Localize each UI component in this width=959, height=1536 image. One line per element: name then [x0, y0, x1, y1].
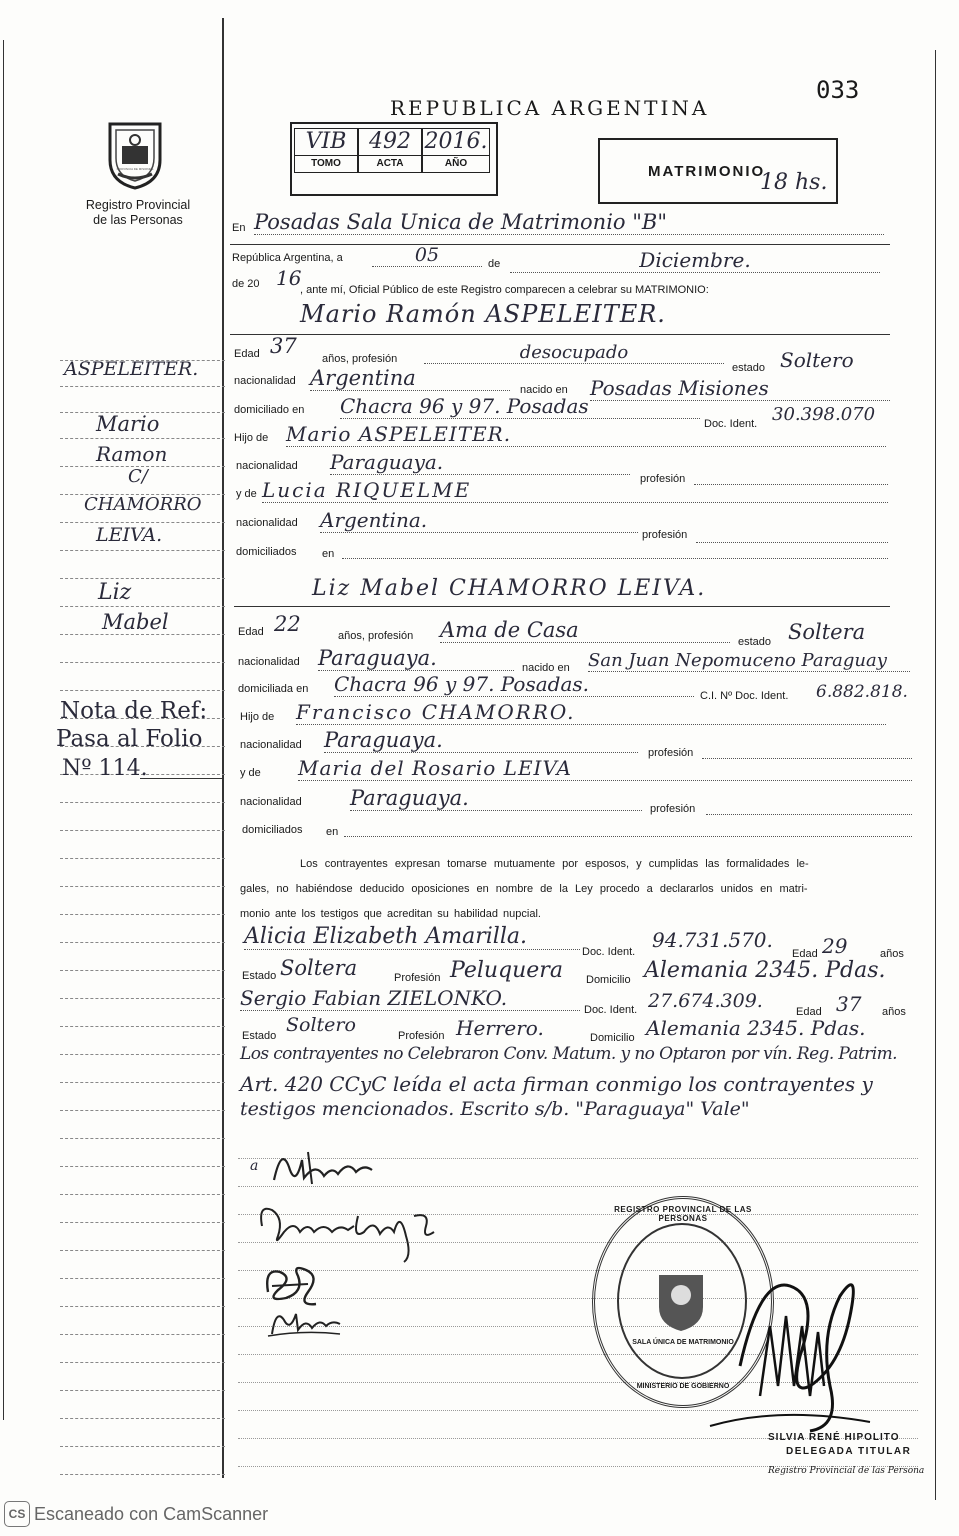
time-note: 18 hs. — [760, 170, 828, 195]
witness1-doc-label: Doc. Ident. — [582, 946, 636, 958]
ano-value: 2016. — [424, 129, 488, 154]
bride-profesion-label: profesión — [648, 747, 694, 759]
official-signature — [700, 1236, 900, 1436]
bride-profession: Ama de Casa — [440, 618, 730, 643]
groom-mother-prof-line — [696, 528, 888, 543]
rule — [230, 244, 890, 245]
groom-doc-number: 30.398.070 — [772, 404, 876, 425]
witness1-name: Alicia Elizabeth Amarilla. — [244, 924, 580, 950]
witness1-address: Alemania 2345. Pdas. — [644, 958, 886, 983]
bride-signature — [254, 1196, 444, 1266]
groom-profession: desocupado — [424, 342, 724, 364]
bride-mother-nat-label: nacionalidad — [240, 796, 302, 808]
margin-groom-given1: Mario — [96, 412, 160, 436]
witness1-domicilio-label: Domicilio — [586, 974, 631, 986]
witness1-estado-label: Estado — [242, 970, 277, 982]
groom-edad-label: Edad — [234, 348, 260, 360]
groom-domiciliados-line — [342, 544, 888, 559]
groom-domiciliado-label: domiciliado en — [234, 404, 305, 416]
witness2-domicilio-label: Domicilio — [590, 1032, 635, 1044]
signature-mark: a — [250, 1158, 259, 1174]
witness2-address: Alemania 2345. Pdas. — [646, 1016, 866, 1040]
bride-domiciliados-label: domiciliados — [242, 824, 303, 836]
year-suffix: 16 — [276, 266, 302, 290]
witness2-signature — [264, 1300, 344, 1340]
groom-estado: Soltero — [780, 348, 854, 372]
republica-label: República Argentina, a — [232, 252, 343, 264]
groom-age: 37 — [270, 334, 297, 358]
groom-en-label: en — [322, 548, 335, 560]
groom-mother-nat-label: nacionalidad — [236, 517, 298, 529]
groom-nacionalidad-label: nacionalidad — [234, 375, 296, 387]
official-org: Registro Provincial de las Persona — [768, 1466, 925, 1476]
left-edge — [3, 40, 4, 1420]
acta-label: ACTA — [359, 155, 421, 172]
witness2-estado-label: Estado — [242, 1030, 277, 1042]
witness1-edad-label: Edad — [792, 948, 818, 960]
bride-father-nationality: Paraguaya. — [324, 728, 638, 753]
province-logo — [104, 116, 166, 190]
groom-anos-label: años, profesión — [322, 353, 398, 365]
bride-age: 22 — [274, 612, 301, 636]
bride-domiciliados-line — [344, 822, 912, 837]
margin-note1: Nota de Ref: — [60, 698, 208, 724]
stamp-outer-text: REGISTRO PROVINCIAL DE LAS PERSONAS — [614, 1205, 752, 1223]
groom-father: Mario ASPELEITER. — [286, 422, 886, 447]
place-value: Posadas Sala Unica de Matrimonio "B" — [254, 210, 884, 235]
groom-name: Mario Ramón ASPELEITER. — [300, 300, 666, 328]
margin-bride-surname2: LEIVA. — [96, 524, 163, 546]
groom-profesion-label: profesión — [640, 473, 686, 485]
bride-anos-label: años, profesión — [338, 630, 414, 642]
bride-doc-number: 6.882.818. — [816, 682, 908, 702]
stamp-bottom-text: MINISTERIO DE GOBIERNO — [636, 1383, 730, 1390]
official-name: SILVIA RENÉ HIPOLITO — [768, 1432, 900, 1443]
acta-value: 492 — [369, 129, 411, 154]
groom-signature — [268, 1140, 378, 1190]
bride-father: Francisco CHAMORRO. — [296, 700, 886, 725]
groom-mother-nationality: Argentina. — [320, 508, 638, 533]
registry-name: Registro Provincial de las Personas — [85, 198, 191, 227]
witness2-anos-label: años — [882, 1006, 906, 1018]
camscanner-watermark — [4, 1500, 268, 1528]
groom-mother: Lucia RIQUELME — [262, 478, 888, 503]
witness2-age: 37 — [836, 992, 862, 1016]
margin-bride-given2: Mabel — [102, 610, 169, 634]
margin-note3: Nº 114. — [62, 756, 148, 781]
groom-father-nationality: Paraguaya. — [330, 450, 630, 475]
folio-number: 033 — [816, 76, 860, 104]
margin-bride-given1: Liz — [98, 580, 132, 605]
declaration-line2: gales, no habiéndose deducido oposiciones en nombre de la Ley procedo a declararlos unidos en matri- — [240, 883, 808, 895]
bride-domiciliado-label: domiciliada en — [238, 683, 309, 695]
tomo-label: TOMO — [295, 155, 357, 172]
bride-father-nat-label: nacionalidad — [240, 739, 302, 751]
bride-mother-nationality: Paraguaya. — [350, 786, 642, 811]
witness2-profession: Herrero. — [456, 1016, 544, 1040]
de-label: de — [488, 258, 501, 270]
observation-line2: Art. 420 CCyC leída el acta firman conmigo los contrayentes y — [240, 1072, 873, 1096]
tomo-value: VIB — [305, 129, 347, 154]
groom-doc-label: Doc. Ident. — [704, 418, 758, 430]
bride-profesion2-label: profesión — [650, 803, 696, 815]
logo-text: PROVINCIA DE MISIONES — [116, 167, 154, 171]
month-value: Diciembre. — [510, 248, 880, 273]
tomo-cell — [294, 128, 358, 173]
groom-nacido-label: nacido en — [520, 384, 568, 396]
margin-groom-given2: Ramon — [96, 442, 168, 466]
witness2-profesion-label: Profesión — [398, 1030, 445, 1042]
witness1-anos-label: años — [880, 948, 904, 960]
bride-hijo-label: Hijo de — [240, 711, 275, 723]
right-border — [935, 50, 936, 1500]
witness1-profession: Peluquera — [450, 958, 563, 983]
groom-estado-label: estado — [732, 362, 766, 374]
coat-of-arms-icon — [104, 116, 166, 190]
groom-address: Chacra 96 y 97. Posadas — [340, 394, 700, 419]
bride-mother: Maria del Rosario LEIVA — [298, 756, 912, 781]
bride-nacido-label: nacido en — [522, 662, 570, 674]
appearance-text: , ante mí, Oficial Público de este Registro comparecen a celebrar su MATRIMONIO: — [300, 284, 709, 296]
bride-estado: Soltera — [788, 620, 866, 644]
bride-doc-label: C.I. Nº Doc. Ident. — [700, 690, 789, 702]
margin-note-underline — [140, 778, 224, 779]
declaration-line1: Los contrayentes expresan tomarse mutuamente por esposos, y cumplidas las formalidades le- — [300, 858, 809, 870]
rule — [230, 334, 890, 335]
day-value: 05 — [372, 244, 482, 267]
official-title: DELEGADA TITULAR — [786, 1446, 912, 1457]
en-label: En — [232, 222, 246, 234]
margin-note2: Pasa al Folio — [56, 726, 203, 752]
groom-birthplace: Posadas Misiones — [590, 376, 890, 401]
witness1-estado: Soltera — [280, 956, 358, 980]
groom-father-nat-label: nacionalidad — [236, 460, 298, 472]
observation-line1: Los contrayentes no Celebraron Conv. Matum. y no Optaron por vín. Reg. Patrim. — [240, 1044, 897, 1064]
groom-hijo-label: Hijo de — [234, 432, 269, 444]
witness1-age: 29 — [822, 934, 848, 958]
margin-connector: C/ — [128, 466, 148, 487]
groom-nationality: Argentina — [310, 366, 510, 391]
ano-label: AÑO — [423, 155, 489, 172]
bride-birthplace: San Juan Nepomuceno Paraguay — [588, 650, 910, 672]
bride-yde-label: y de — [240, 767, 261, 779]
year-prefix: de 20 — [232, 278, 260, 290]
bride-nationality: Paraguaya. — [318, 646, 514, 671]
matrimonio-label: MATRIMONIO — [648, 163, 766, 180]
margin-bride-surname1: CHAMORRO — [84, 494, 202, 515]
witness2-edad-label: Edad — [796, 1006, 822, 1018]
stamp-inner-text: SALA ÚNICA DE MATRIMONIO — [632, 1339, 734, 1346]
declaration-line3: monio ante los testigos que acreditan su habilidad nupcial. — [240, 908, 541, 920]
bride-mother-prof-line — [706, 800, 912, 815]
cs-icon: CS — [4, 1501, 30, 1527]
bride-estado-label: estado — [738, 636, 772, 648]
ano-cell — [422, 128, 490, 173]
witness2-doc-number: 27.674.309. — [648, 990, 763, 1012]
witness1-profesion-label: Profesión — [394, 972, 441, 984]
margin-divider — [222, 18, 224, 1478]
bride-nacionalidad-label: nacionalidad — [238, 656, 300, 668]
acta-cell — [358, 128, 422, 173]
groom-domiciliados-label: domiciliados — [236, 546, 297, 558]
country-title: REPUBLICA ARGENTINA — [390, 96, 710, 120]
rule — [234, 606, 890, 607]
observation-line3: testigos mencionados. Escrito s/b. "Paraguaya" Vale" — [240, 1098, 750, 1120]
groom-yde-label: y de — [236, 488, 257, 500]
witness2-estado: Soltero — [286, 1014, 356, 1036]
witness2-doc-label: Doc. Ident. — [584, 1004, 638, 1016]
bride-name: Liz Mabel CHAMORRO LEIVA. — [312, 576, 707, 601]
margin-groom-surname: ASPELEITER. — [64, 358, 199, 380]
witness2-name: Sergio Fabian ZIELONKO. — [240, 986, 580, 1011]
bride-en-label: en — [326, 826, 339, 838]
groom-profesion2-label: profesión — [642, 529, 688, 541]
witness1-doc-number: 94.731.570. — [652, 928, 773, 952]
bride-address: Chacra 96 y 97. Posadas. — [334, 672, 694, 697]
camscanner-text: Escaneado con CamScanner — [34, 1503, 269, 1524]
bride-edad-label: Edad — [238, 626, 264, 638]
